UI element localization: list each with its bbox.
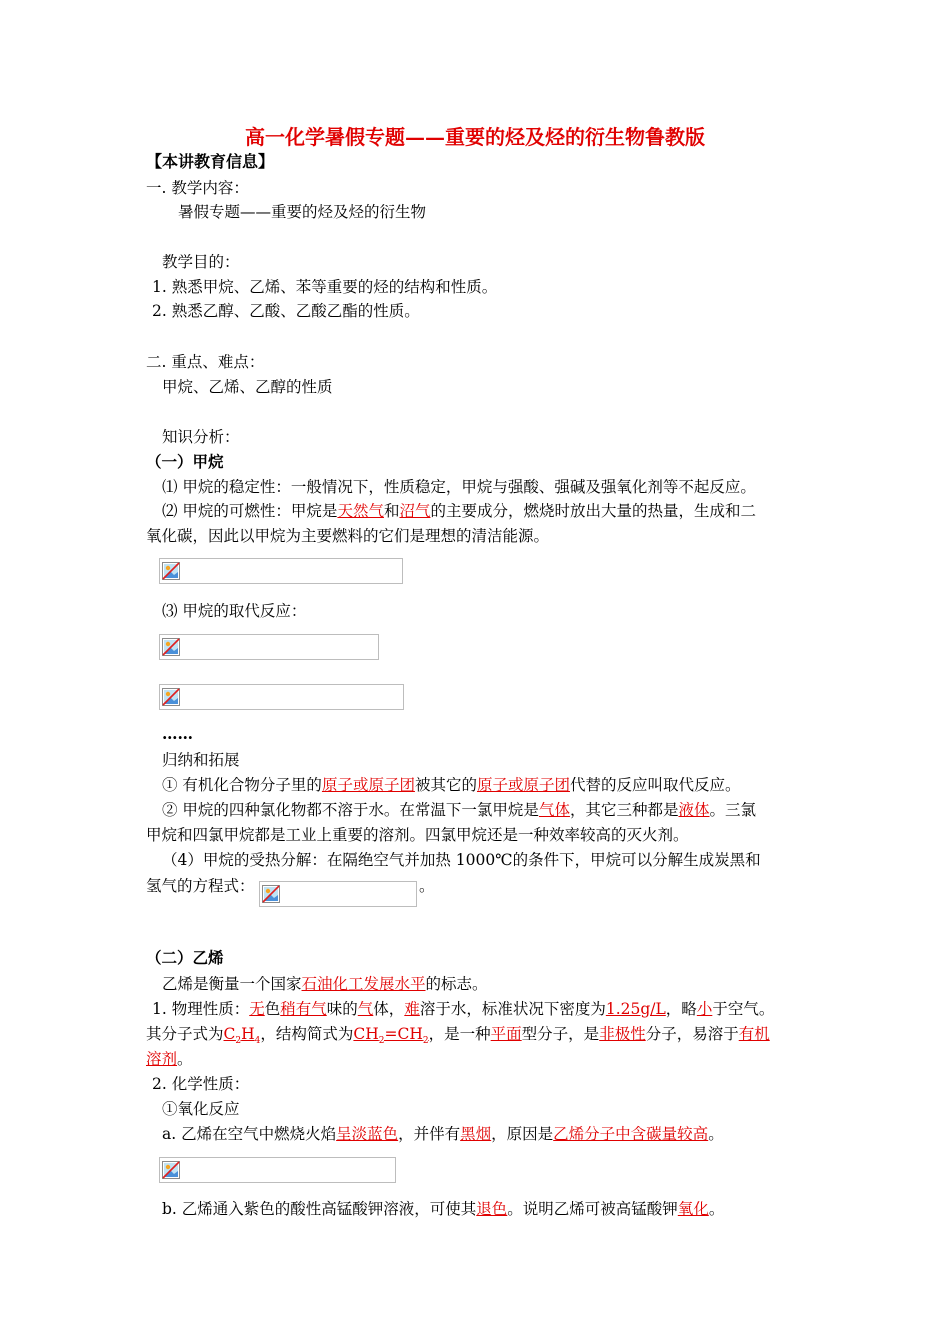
analysis-label: 知识分析： xyxy=(162,428,240,446)
text: ，结构简式为 xyxy=(260,1025,354,1043)
summary-2 xyxy=(162,800,756,820)
text: ，略 xyxy=(665,1000,697,1018)
answer-smoke: 黑烟 xyxy=(460,1125,492,1143)
methane-p4-label: 氢气的方程式： xyxy=(146,877,255,895)
subscript: 4 xyxy=(254,1036,261,1047)
molecular-formula-line-cont xyxy=(146,1049,193,1069)
broken-image-icon xyxy=(162,562,180,580)
summary-label: 归纳和拓展 xyxy=(162,751,240,769)
text: =CH xyxy=(384,1025,423,1043)
answer: 气 xyxy=(357,1000,374,1018)
broken-image-icon xyxy=(262,885,280,903)
document-title: 高一化学暑假专题——重要的烃及烃的衍生物鲁教版 xyxy=(245,125,705,149)
text: 分子，易溶于 xyxy=(645,1025,739,1043)
answer-reason: 乙烯分子中含碳量较高 xyxy=(553,1125,709,1143)
ellipsis: …… xyxy=(162,724,193,743)
text: 溶于水，标准状况下密度为 xyxy=(419,1000,606,1018)
text: ，其它三种都是 xyxy=(569,801,679,819)
text: 和 xyxy=(383,502,400,520)
answer-formula xyxy=(223,1025,261,1047)
answer-liquid: 液体 xyxy=(678,801,710,819)
answer-petrochemical: 石油化工发展水平 xyxy=(301,975,426,993)
text: ，原因是 xyxy=(491,1125,554,1143)
answer-gas: 气体 xyxy=(538,801,570,819)
s1-content: 暑假专题——重要的烃及烃的衍生物 xyxy=(178,203,427,221)
text: 。三氯 xyxy=(709,801,756,819)
answer: 难 xyxy=(404,1000,420,1018)
answer: 小 xyxy=(696,1000,713,1018)
text: H xyxy=(241,1025,255,1043)
s2-content: 甲烷、乙烯、乙醇的性质 xyxy=(162,378,333,396)
text: CH xyxy=(353,1025,379,1043)
equation-image-decomposition xyxy=(259,881,417,907)
physical-properties xyxy=(152,999,774,1019)
answer: 稍有气 xyxy=(280,1000,327,1018)
methane-p1: ⑴ 甲烷的稳定性：一般情况下，性质稳定，甲烷与强酸、强碱及强氧化剂等不起反应。 xyxy=(162,478,756,496)
text: 体， xyxy=(373,1000,405,1018)
broken-image-icon xyxy=(162,1161,180,1179)
answer-atom-group-2: 原子或原子团 xyxy=(476,776,570,794)
text: 。说明乙烯可被高锰酸钾 xyxy=(507,1200,678,1218)
broken-image-icon xyxy=(162,688,180,706)
methane-p3: ⑶ 甲烷的取代反应： xyxy=(162,602,307,620)
text: ⑵ 甲烷的可燃性：甲烷是 xyxy=(162,502,338,520)
methane-p2-cont: 氧化碳，因此以甲烷为主要燃料的它们是理想的清洁能源。 xyxy=(146,527,550,545)
equation-image-combustion xyxy=(159,558,403,584)
subscript: 2 xyxy=(378,1036,385,1047)
text: b. 乙烯通入紫色的酸性高锰酸钾溶液，可使其 xyxy=(162,1200,477,1218)
molecular-formula-line xyxy=(146,1024,770,1051)
answer-decolorize: 退色 xyxy=(476,1200,508,1218)
text: 的主要成分，燃烧时放出大量的热量，生成和二 xyxy=(430,502,756,520)
oxidation-b xyxy=(162,1199,724,1219)
text: a. 乙烯在空气中燃烧火焰 xyxy=(162,1125,337,1143)
text: 乙烯是衡量一个国家 xyxy=(162,975,302,993)
equation-image-ethylene-combustion xyxy=(159,1157,396,1183)
methane-heading: （一）甲烷 xyxy=(146,452,224,471)
goal-1: 1. 熟悉甲烷、乙烯、苯等重要的烃的结构和性质。 xyxy=(152,278,498,296)
answer-density: 1.25g/L xyxy=(605,1000,666,1018)
s1-heading: 一. 教学内容： xyxy=(146,179,249,197)
methane-p2 xyxy=(162,501,756,521)
answer-solvent: 溶剂 xyxy=(146,1050,178,1068)
text: 代替的反应叫取代反应。 xyxy=(569,776,741,794)
text: 色 xyxy=(264,1000,281,1018)
chemical-properties: 2. 化学性质： xyxy=(152,1075,250,1093)
text: 味的 xyxy=(326,1000,358,1018)
methane-p4: （4）甲烷的受热分解：在隔绝空气并加热 1000℃的条件下，甲烷可以分解生成炭黑和 xyxy=(162,851,761,869)
answer-planar: 平面 xyxy=(490,1025,522,1043)
oxidation-label: ①氧化反应 xyxy=(162,1100,240,1118)
subscript: 2 xyxy=(235,1036,242,1047)
subscript: 2 xyxy=(422,1036,429,1047)
summary-1 xyxy=(162,775,741,795)
summary-2-cont: 甲烷和四氯甲烷都是工业上重要的溶剂。四氯甲烷还是一种效率较高的灭火剂。 xyxy=(146,826,689,844)
answer-organic: 有机 xyxy=(738,1025,770,1043)
text: 。 xyxy=(177,1050,193,1068)
oxidation-a xyxy=(162,1124,724,1144)
ethylene-intro xyxy=(162,974,488,994)
s2-heading: 二. 重点、难点： xyxy=(146,353,265,371)
text: 于空气。 xyxy=(712,1000,775,1018)
answer-nonpolar: 非极性 xyxy=(599,1025,646,1043)
ethylene-heading: （二）乙烯 xyxy=(146,948,224,967)
text: ① 有机化合物分子里的 xyxy=(162,776,322,794)
equation-image-substitution-2 xyxy=(159,684,404,710)
answer-oxidized: 氧化 xyxy=(677,1200,709,1218)
text: 。 xyxy=(708,1125,724,1143)
text: C xyxy=(223,1025,236,1043)
answer-natural-gas: 天然气 xyxy=(337,502,384,520)
text: ，是一种 xyxy=(428,1025,491,1043)
goal-label: 教学目的： xyxy=(162,253,240,271)
text: 的标志。 xyxy=(425,975,488,993)
section-header: 【本讲教育信息】 xyxy=(146,152,275,171)
text: 其分子式为 xyxy=(146,1025,224,1043)
answer-atom-group-1: 原子或原子团 xyxy=(321,776,415,794)
equation-image-substitution-1 xyxy=(159,634,379,660)
text: 1. 物理性质： xyxy=(152,1000,250,1018)
answer-flame: 呈淡蓝色 xyxy=(336,1125,399,1143)
answer: 无 xyxy=(249,1000,265,1018)
text: 被其它的 xyxy=(414,776,477,794)
broken-image-icon xyxy=(162,638,180,656)
text: ② 甲烷的四种氯化物都不溶于水。在常温下一氯甲烷是 xyxy=(162,801,539,819)
text: 型分子，是 xyxy=(521,1025,600,1043)
period: 。 xyxy=(419,877,435,895)
answer-biogas: 沼气 xyxy=(399,502,431,520)
goal-2: 2. 熟悉乙醇、乙酸、乙酸乙酯的性质。 xyxy=(152,302,420,320)
answer-structure xyxy=(353,1025,429,1047)
text: ，并伴有 xyxy=(398,1125,461,1143)
text: 。 xyxy=(708,1200,725,1218)
